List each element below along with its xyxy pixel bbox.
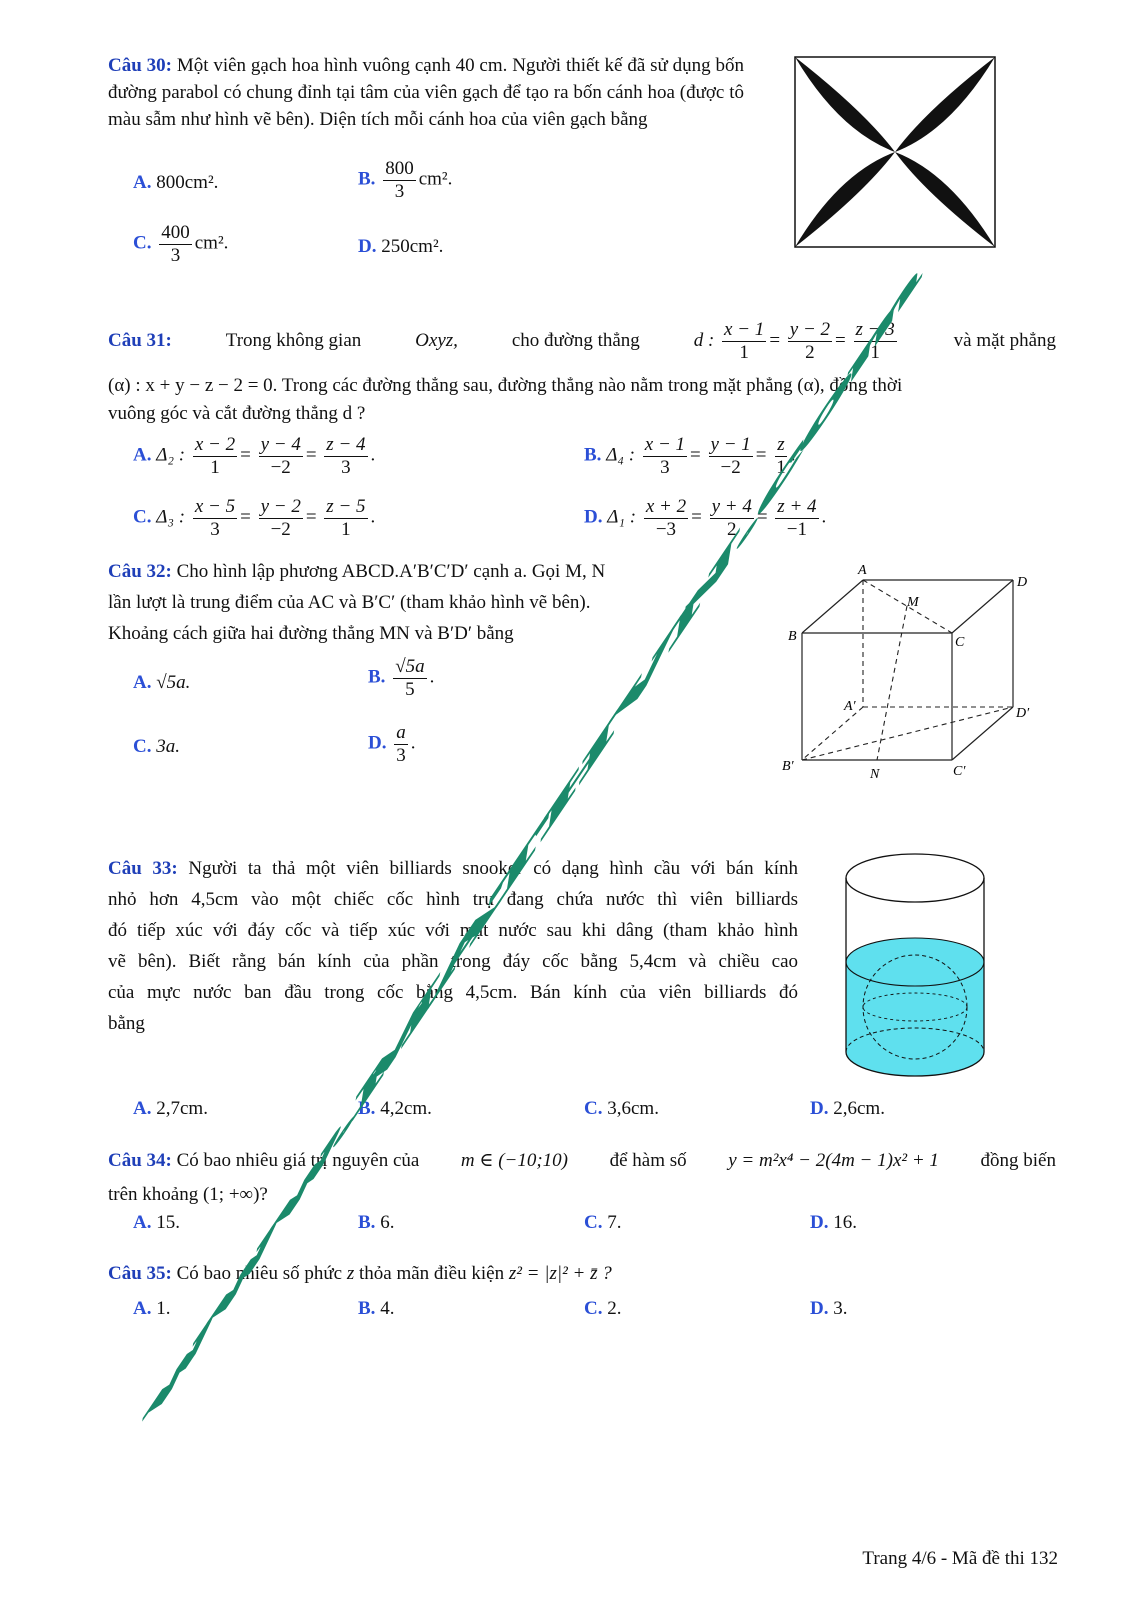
question-label: Câu 30: — [108, 55, 172, 76]
q32-option-b[interactable]: B. $\frac{√5a}{5}$ . — [368, 656, 435, 700]
q31-option-b[interactable]: B. Δ₄ : $\frac{x - 1}{3}$ = $\frac{y - 1}{-2}$ = $\frac{z}{1}$ . — [584, 434, 796, 478]
question-31: Câu 31: Trong không gian Oxyz, cho đường thẳng d : $\frac{x - 1}{1}$ = $\frac{y - 2}{2}$ = $\frac{z - 3}{1}$ và mặt phẳng — [108, 319, 1056, 364]
q31-option-c[interactable]: C. Δ₃ : $\frac{x - 5}{3}$ = $\frac{y - 2}{-2}$ = $\frac{z - 5}{1}$ . — [133, 496, 376, 540]
q30-option-a[interactable]: A. 800cm². — [133, 172, 219, 193]
q32-option-d[interactable]: D. $\frac{a}{3}$ . — [368, 722, 416, 766]
question-text: Một viên gạch hoa hình vuông cạnh 40 cm. Người thiết kế đã sử dụng bốn đường parabol có chung đỉnh tại tâm của viên gạch để tạo ra bốn cánh hoa (được tô màu sẫm như hình vẽ bên). Diện tích mỗi cánh hoa của viên gạch bằng — [108, 55, 745, 130]
q35-option-b[interactable]: B. 4. — [358, 1298, 395, 1319]
vertex-D: D — [1017, 575, 1028, 590]
vertex-B1: B′ — [782, 759, 794, 774]
q30-option-b[interactable]: B. $\frac{800}{3}$ cm². — [358, 158, 453, 202]
vertex-A: A — [858, 563, 867, 578]
vertex-C1: C′ — [953, 764, 966, 779]
vertex-A1: A′ — [844, 699, 856, 714]
q35-option-a[interactable]: A. 1. — [133, 1298, 171, 1319]
point-M: M — [907, 595, 919, 610]
q35-option-c[interactable]: C. 2. — [584, 1298, 622, 1319]
q33-option-c[interactable]: C. 3,6cm. — [584, 1098, 659, 1119]
question-32: Câu 32: Cho hình lập phương ABCD.A′B′C′D′ cạnh a. Gọi M, N lần lượt là trung điểm của AC và B′C′ (tham khảo hình vẽ bên). Khoảng cách giữa hai đường thẳng MN và B′D′ bằng — [108, 561, 606, 644]
question-31-line2: (α) : x + y − z − 2 = 0. Trong các đường thẳng sau, đường thẳng nào nằm trong mặt phẳng (α), đồng thời — [108, 375, 903, 396]
q35-option-d[interactable]: D. 3. — [810, 1298, 848, 1319]
question-33: Câu 33: Người ta thả một viên billiards snooker có dạng hình cầu với bán kính nhỏ hơn 4,5cm vào một chiếc cốc hình trụ đang chứa nước thì viên billiards đó tiếp xúc với đáy cốc và tiếp xúc với mặt nước sau khi dâng (tham khảo hình vẽ bên). Biết rằng bán kính của phần trong đáy cốc bằng 5,4cm và chiều cao của mực nước ban đầu trong cốc bằng 4,5cm. Bán kính của viên billiards đó bằng — [108, 858, 798, 1034]
question-34: Câu 34: Có bao nhiêu giá trị nguyên của m ∈ (−10;10) để hàm số y = m²x⁴ − 2(4m − 1)x² + 1 đồng biến trên khoảng (1; +∞)? — [108, 1150, 1056, 1205]
q30-option-d[interactable]: D. 250cm². — [358, 236, 444, 257]
q34-option-a[interactable]: A. 15. — [133, 1212, 180, 1233]
line-d-equation: d : $\frac{x - 1}{1}$ = $\frac{y - 2}{2}$ = $\frac{z - 3}{1}$ — [693, 319, 895, 364]
q33-option-d[interactable]: D. 2,6cm. — [810, 1098, 885, 1119]
vertex-C: C — [955, 635, 965, 650]
q33-option-a[interactable]: A. 2,7cm. — [133, 1098, 208, 1119]
cylinder-glass-figure — [840, 852, 990, 1082]
q31-option-d[interactable]: D. Δ₁ : $\frac{x + 2}{-3}$ = $\frac{y + 4}{2}$ = $\frac{z + 4}{-1}$ . — [584, 496, 827, 540]
question-35: Câu 35: Có bao nhiêu số phức z thỏa mãn điều kiện z² = |z|² + z̄ ? — [108, 1263, 612, 1284]
q34-option-c[interactable]: C. 7. — [584, 1212, 622, 1233]
q30-option-c[interactable]: C. $\frac{400}{3}$ cm². — [133, 222, 229, 266]
vertex-B: B — [788, 629, 797, 644]
point-N: N — [870, 767, 880, 782]
page-footer: Trang 4/6 - Mã đề thi 132 — [862, 1548, 1058, 1569]
vertex-D1: D′ — [1016, 706, 1030, 721]
watermark-text: www.MATHVN.com — [140, 1320, 217, 1423]
q34-option-d[interactable]: D. 16. — [810, 1212, 857, 1233]
tile-flower-figure — [794, 56, 996, 248]
q33-option-b[interactable]: B. 4,2cm. — [358, 1098, 432, 1119]
q32-option-c[interactable]: C. 3a. — [133, 736, 180, 757]
question-31-line3: vuông góc và cắt đường thẳng d ? — [108, 403, 366, 424]
q34-option-b[interactable]: B. 6. — [358, 1212, 395, 1233]
cube-figure — [780, 560, 1040, 792]
q31-option-a[interactable]: A. Δ₂ : $\frac{x - 2}{1}$ = $\frac{y - 4}{-2}$ = $\frac{z - 4}{3}$ . — [133, 434, 376, 478]
q32-option-a[interactable]: A. √5a. — [133, 672, 191, 693]
question-30 — [108, 52, 744, 133]
